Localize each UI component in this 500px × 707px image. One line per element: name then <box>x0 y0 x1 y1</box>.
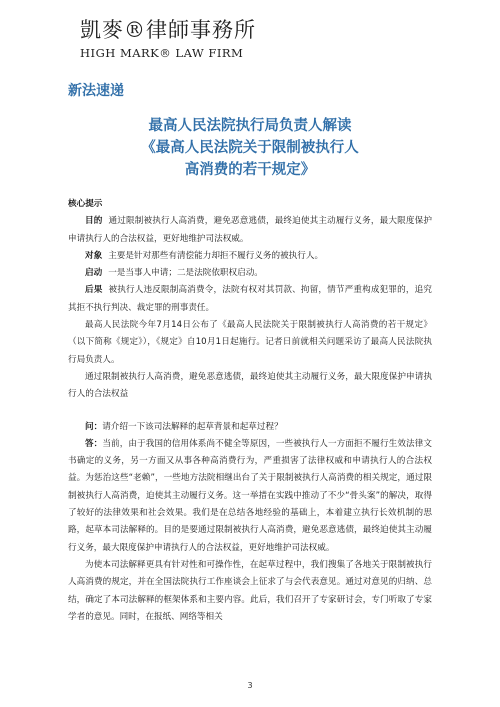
page-number: 3 <box>247 681 253 690</box>
summary-text: 主要是针对那些有清偿能力却拒不履行义务的被执行人。 <box>108 250 324 261</box>
spacer <box>68 404 432 419</box>
summary-text: 一是当事人申请；二是法院依职权启动。 <box>108 268 263 279</box>
summary-term: 启动 <box>85 268 103 279</box>
article-title-line-3: 高消费的若干规定》 <box>184 162 316 178</box>
logo-chinese-name: 凱麥®律師事務所 <box>80 18 256 42</box>
answer-label: 答： <box>85 438 103 449</box>
summary-text: 通过限制被执行人高消费，避免恶意逃债，最终迫使其主动履行义务，最大限度保护申请执行人的合法权益，更好地维护司法权威。 <box>68 216 432 244</box>
section-tag: 新法速递 <box>68 83 124 99</box>
summary-term: 后果 <box>85 285 103 296</box>
summary-paragraph-1: 最高人民法院今年7月14日公布了《最高人民法院关于限制被执行人高消费的若干规定》（以下简称《规定》），《规定》自10月1日起施行。记者日前就相关问题采访了最高人民法院执行局负责人。 <box>68 320 432 365</box>
summary-heading: 核心提示 <box>68 199 103 209</box>
question-label: 问： <box>85 421 103 432</box>
article-body <box>68 196 432 626</box>
summary-term: 目的 <box>85 216 103 227</box>
qa-question <box>68 419 432 436</box>
summary-paragraph-2: 通过限制被执行人高消费，避免恶意逃债，最终迫使其主动履行义务，最大限度保护申请执行人的合法权益 <box>68 371 432 400</box>
article-title-line-2: 《最高人民法院关于限制被执行人 <box>141 140 359 156</box>
summary-item-target <box>68 248 432 265</box>
qa-paragraph: 为使本司法解释更具有针对性和可操作性，在起草过程中，我们搜集了各地关于限制被执行人高消费的规定，并在全国法院执行工作座谈会上征求了与会代表意见。通过对意见的归纳、总结，确定了本司法解释的框架体系和主要内容。此后，我们召开了专家研讨会，专门听取了专家学者的意见。同时，在报纸、网络等相关 <box>68 559 432 622</box>
summary-item-consequence <box>68 282 432 317</box>
summary-item-start <box>68 265 432 282</box>
summary-text: 被执行人违反限制高消费令，法院有权对其罚款、拘留，情节严重构成犯罪的，追究其拒不执行判决、裁定罪的刑事责任。 <box>68 285 432 313</box>
answer-text: 当前，由于我国的信用体系尚不健全等原因，一些被执行人一方面拒不履行生效法律文书确定的义务，另一方面又从事各种高消费行为，严重损害了法律权威和申请执行人的合法权益。为惩治这些“老赖”，一些地方法院相继出台了关于限制被执行人高消费的相关规定，通过限制被执行人高消费，迫使其主动履行义务。这一举措在实践中推动了不少“骨头案”的解决，取得了较好的法律效果和社会效果。我们是在总结各地经验的基础上，本着建立执行长效机制的思路，起草本司法解释的。目的是要通过限制被执行人高消费，避免恶意逃债，最终迫使其主动履行义务，最大限度保护申请执行人的合法权益，更好地维护司法权威。 <box>68 438 432 553</box>
law-firm-logo <box>80 18 280 60</box>
article-title-line-1: 最高人民法院执行局负责人解读 <box>148 118 352 134</box>
logo-english-name: HIGH MARK® LAW FIRM <box>80 46 244 60</box>
question-text: 请介绍一下该司法解释的起草背景和起草过程？ <box>102 421 283 432</box>
qa-answer <box>68 436 432 557</box>
summary-term: 对象 <box>85 250 103 261</box>
summary-item-purpose <box>68 213 432 248</box>
